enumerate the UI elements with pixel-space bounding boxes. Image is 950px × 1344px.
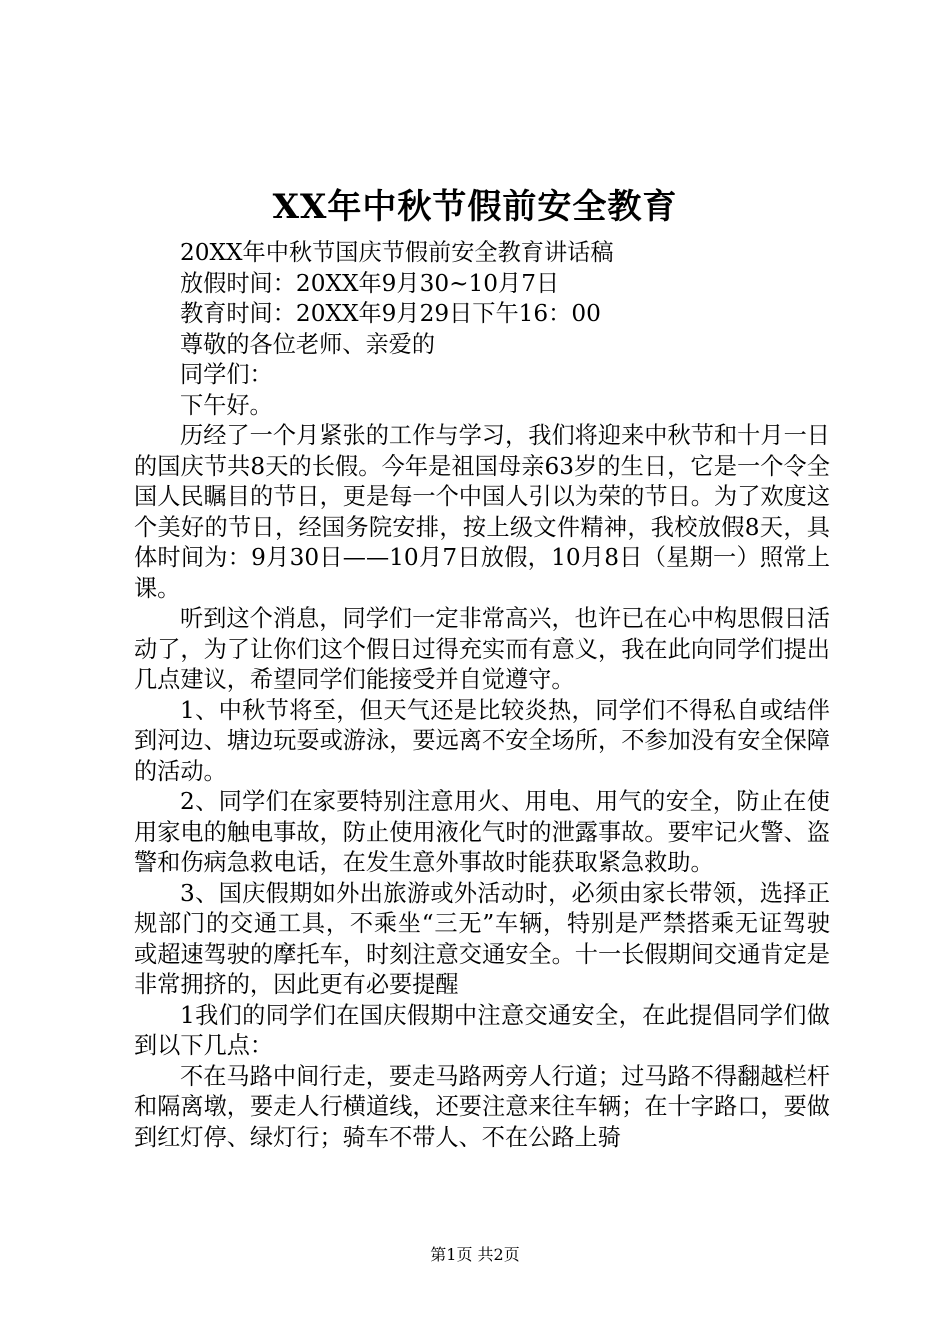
paragraph-item-1: 1、中秋节将至，但天气还是比较炎热，同学们不得私自或结伴到河边、塘边玩耍或游泳，要远离不安全场所，不参加没有安全保障的活动。	[134, 696, 830, 785]
paragraph-greeting-teachers: 尊敬的各位老师、亲爱的	[180, 330, 436, 358]
paragraph-holiday-time: 放假时间：20XX年9月30~10月7日	[180, 269, 560, 297]
paragraph-item-3: 3、国庆假期如外出旅游或外活动时，必须由家长带领，选择正规部门的交通工具，不乘坐“三无”车辆，特别是严禁搭乘无证驾驶或超速驾驶的摩托车，时刻注意交通安全。十一长假期间交通肯定是非常拥挤的，因此更有必要提醒	[134, 879, 830, 998]
paragraph-education-time: 教育时间：20XX年9月29日下午16：00	[180, 300, 601, 327]
document-body	[134, 238, 830, 1153]
paragraph-greeting-students: 同学们：	[180, 361, 273, 388]
paragraph-item-2: 2、同学们在家要特别注意用火、用电、用气的安全，防止在使用家电的触电事故，防止使用液化气时的泄露事故。要牢记火警、盗警和伤病急救电话，在发生意外事故时能获取紧急救助。	[134, 788, 830, 876]
paragraph-good-afternoon: 下午好。	[180, 391, 273, 419]
paragraph-suggestions: 听到这个消息，同学们一定非常高兴，也许已在心中构思假日活动了，为了让你们这个假日过得充实而有意义，我在此向同学们提出几点建议，希望同学们能接受并自觉遵守。	[134, 605, 830, 693]
paragraph-speech-title: 20XX年中秋节国庆节假前安全教育讲话稿	[180, 239, 614, 266]
document-title: XX年中秋节假前安全教育	[272, 187, 678, 227]
paragraph-intro: 历经了一个月紧张的工作与学习，我们将迎来中秋节和十月一日的国庆节共8天的长假。今年是祖国母亲63岁的生日，它是一个令全国人民瞩目的节日，更是每一个中国人引以为荣的节日。为了欢度这个美好的节日，经国务院安排，按上级文件精神，我校放假8天，具体时间为：9月30日——10月7日放假，10月8日（星期一）照常上课。	[134, 422, 830, 602]
paragraph-traffic-intro: 1我们的同学们在国庆假期中注意交通安全，在此提倡同学们做到以下几点：	[134, 1001, 830, 1059]
page-footer: 第1页 共2页	[430, 1245, 520, 1264]
paragraph-traffic-rules: 不在马路中间行走，要走马路两旁人行道；过马路不得翻越栏杆和隔离墩，要走人行横道线，还要注意来往车辆；在十字路口，要做到红灯停、绿灯行；骑车不带人、不在公路上骑	[134, 1062, 830, 1151]
